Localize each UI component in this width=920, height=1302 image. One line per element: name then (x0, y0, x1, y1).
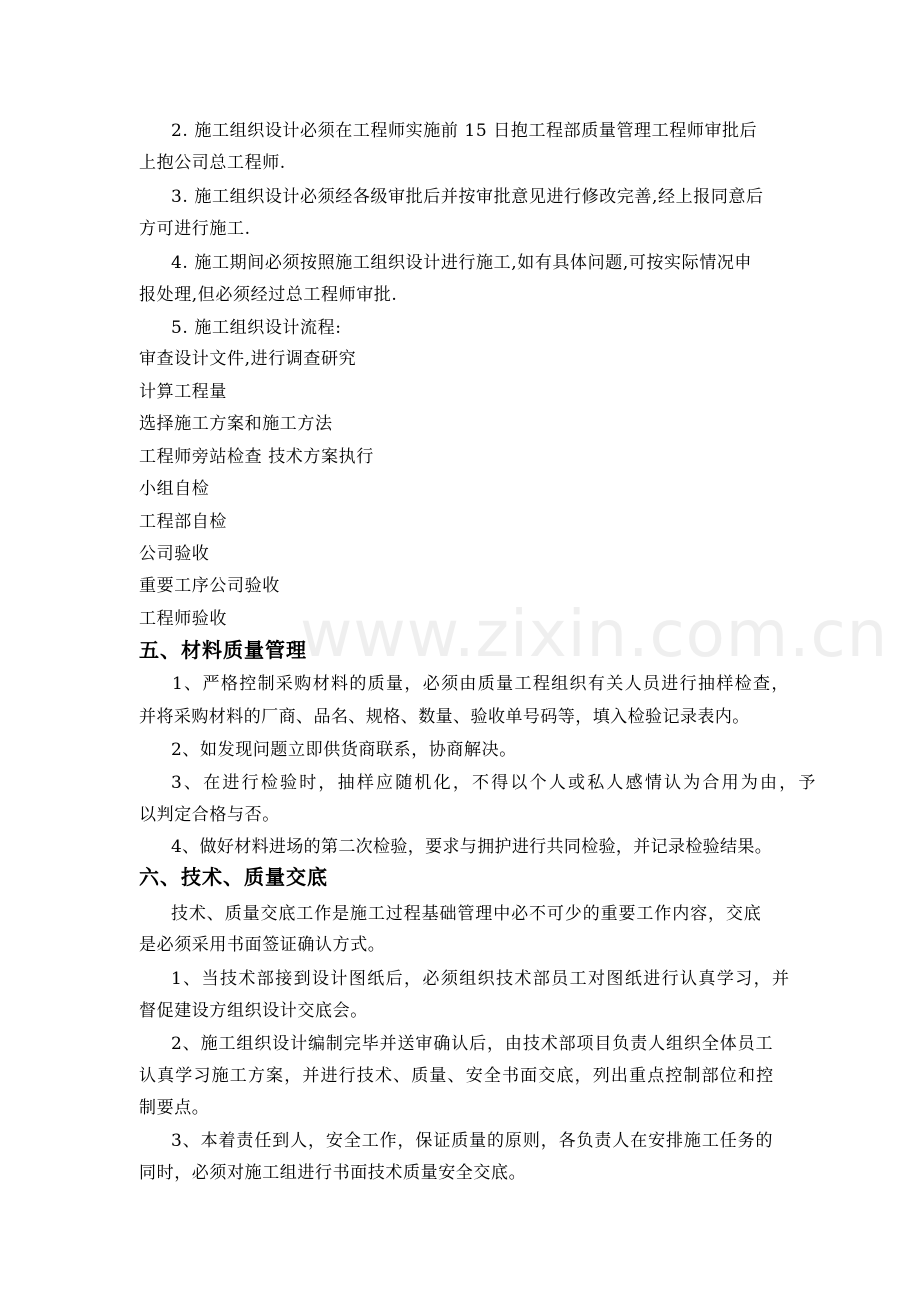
section-6-heading: 六、技术、质量交底 (139, 865, 328, 889)
section-5-p1-line-1: 1、严格控制采购材料的质量，必须由质量工程组织有关人员进行抽样检查， (172, 674, 790, 694)
section-5-p3-line-2: 以判定合格与否。 (139, 805, 280, 825)
section-5-heading: 五、材料质量管理 (139, 638, 307, 662)
procedure-item-3-line-1: 3. 施工组织设计必须经各级审批后并按审批意见进行修改完善,经上报同意后 (171, 187, 764, 207)
flow-step: 计算工程量 (139, 382, 227, 402)
section-6-p3-line-1: 3、本着责任到人，安全工作，保证质量的原则，各负责人在安排施工任务的 (171, 1131, 774, 1151)
flow-step: 审查设计文件,进行调查研究 (139, 349, 357, 369)
flow-step: 工程师验收 (139, 609, 227, 629)
procedure-item-2-line-1: 2. 施工组织设计必须在工程师实施前 15 日抱工程部质量管理工程师审批后 (171, 121, 758, 141)
procedure-item-5: 5. 施工组织设计流程: (171, 318, 342, 338)
flow-step: 选择施工方案和施工方法 (139, 414, 333, 434)
procedure-item-2-line-2: 上抱公司总工程师. (139, 153, 286, 173)
section-6-p2-line-1: 2、施工组织设计编制完毕并送审确认后，由技术部项目负责人组织全体员工 (171, 1034, 774, 1054)
procedure-item-4-line-2: 报处理,但必须经过总工程师审批. (139, 285, 398, 305)
section-6-p2-line-2: 认真学习施工方案，并进行技术、质量、安全书面交底，列出重点控制部位和控 (139, 1066, 775, 1086)
section-6-p1-line-1: 1、当技术部接到设计图纸后，必须组织技术部员工对图纸进行认真学习，并 (171, 969, 791, 989)
section-5-p3-line-1: 3、在进行检验时，抽样应随机化，不得以个人或私人感情认为合用为由，予 (171, 773, 818, 793)
section-6-p3-line-2: 同时，必须对施工组进行书面技术质量安全交底。 (139, 1163, 527, 1183)
section-6-intro-line-1: 技术、质量交底工作是施工过程基础管理中必不可少的重要工作内容，交底 (171, 904, 762, 924)
flow-step: 小组自检 (139, 479, 210, 499)
section-6-p2-line-3: 制要点。 (139, 1098, 210, 1118)
flow-step: 公司验收 (139, 544, 210, 564)
flow-step: 工程部自检 (139, 512, 227, 532)
procedure-item-4-line-1: 4. 施工期间必须按照施工组织设计进行施工,如有具体问题,可按实际情况申 (171, 253, 753, 273)
section-6-intro-line-2: 是必须采用书面签证确认方式。 (139, 935, 386, 955)
flow-step: 工程师旁站检查 技术方案执行 (139, 447, 374, 467)
watermark: www.zixin.com.cn (300, 598, 889, 672)
section-5-p2: 2、如发现问题立即供货商联系，协商解决。 (171, 740, 517, 760)
section-5-p4: 4、做好材料进场的第二次检验，要求与拥护进行共同检验，并记录检验结果。 (171, 837, 773, 857)
procedure-item-3-line-2: 方可进行施工. (139, 219, 251, 239)
section-5-p1-line-2: 并将采购材料的厂商、品名、规格、数量、验收单号码等，填入检验记录表内。 (139, 707, 750, 727)
section-6-p1-line-2: 督促建设方组织设计交底会。 (139, 1001, 368, 1021)
flow-step: 重要工序公司验收 (139, 576, 280, 596)
